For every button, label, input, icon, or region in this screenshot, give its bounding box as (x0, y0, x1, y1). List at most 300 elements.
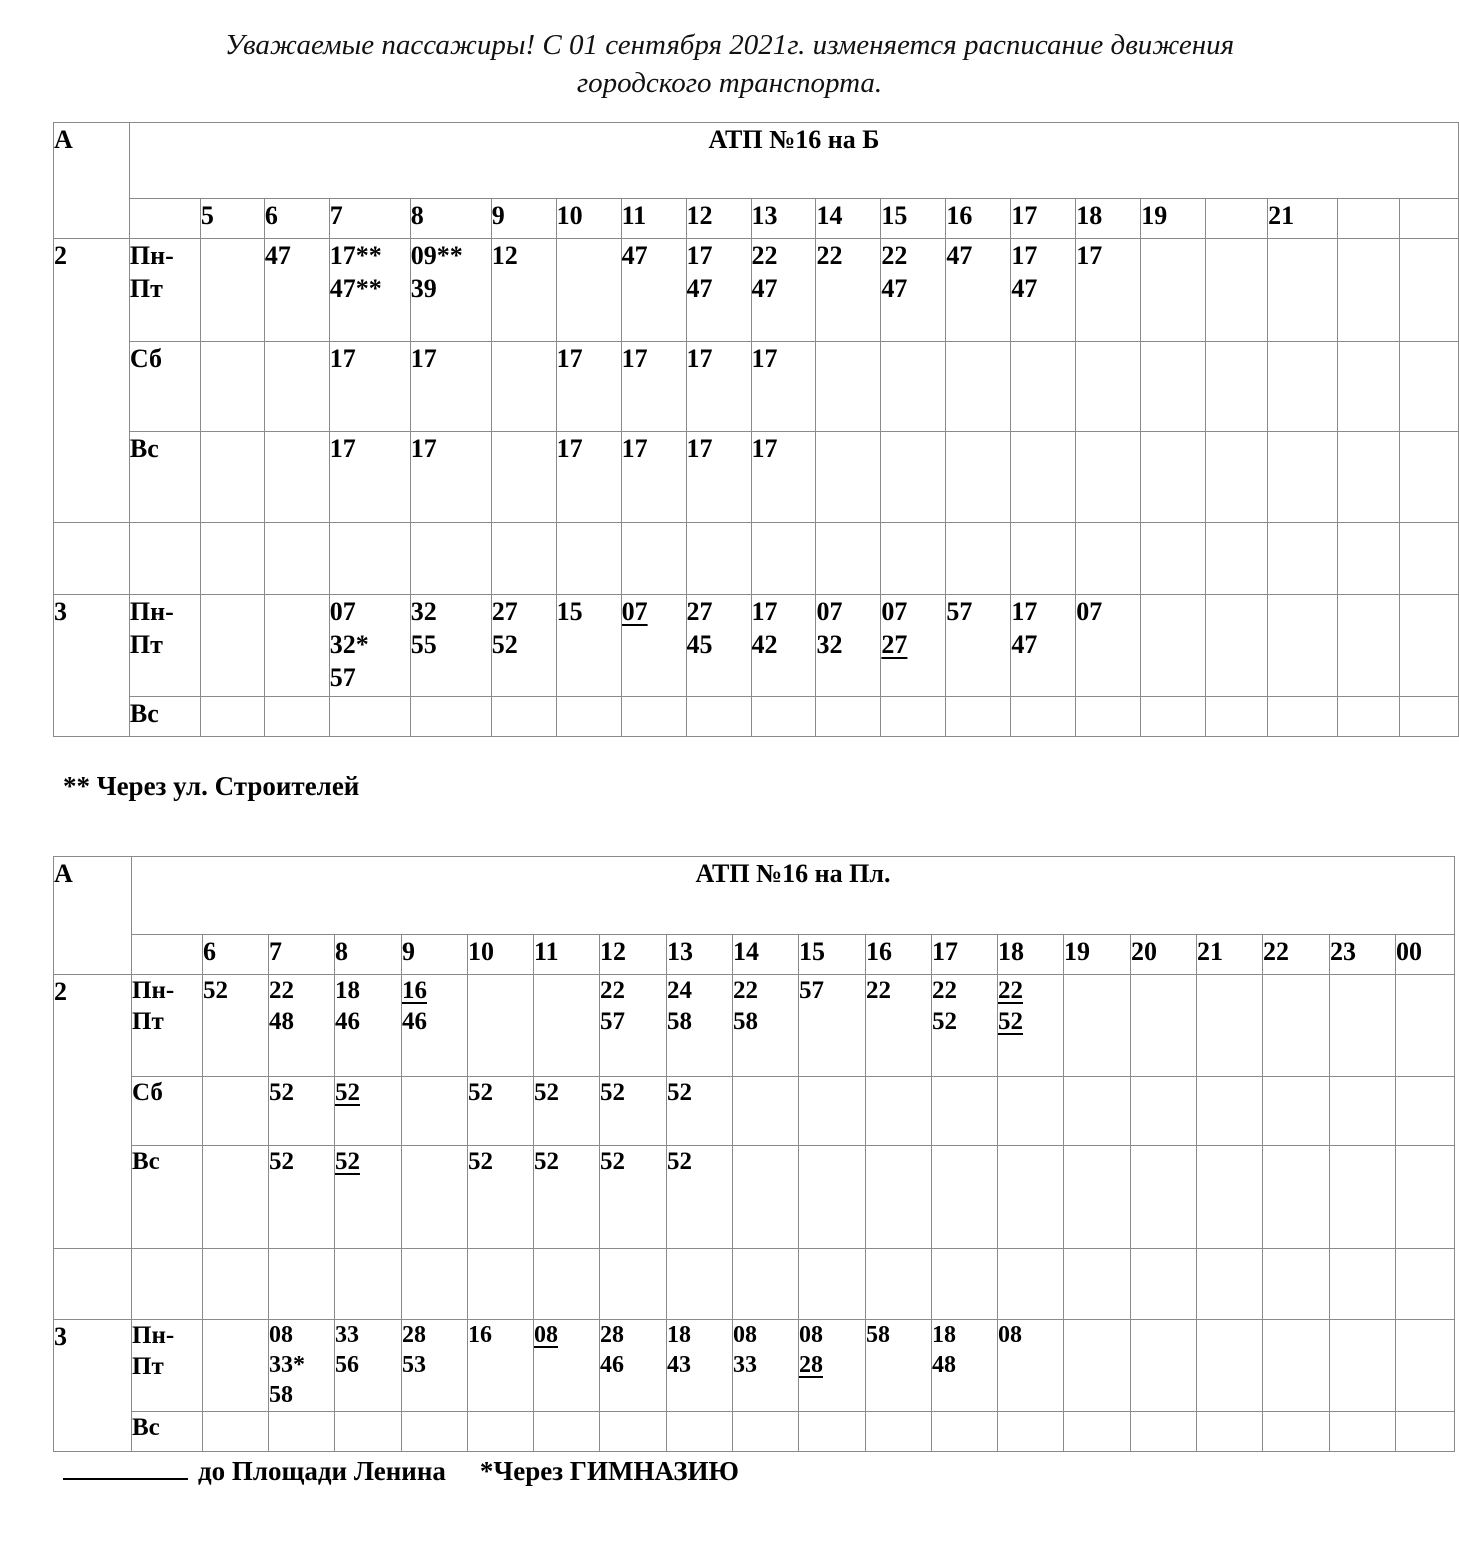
separator-cell (556, 523, 621, 595)
departure-minute: 17 (556, 344, 583, 373)
notice-heading (0, 26, 1459, 102)
time-cell (1131, 1146, 1197, 1249)
time-cell (269, 1077, 335, 1146)
hour-header-cell: 13 (667, 935, 733, 975)
day-label-line: Пн- (132, 1322, 175, 1349)
departure-minute: 47** (329, 274, 382, 303)
route-number-3: 3 (54, 1320, 132, 1452)
hour-header-cell: 21 (1268, 199, 1338, 239)
time-cell (269, 1412, 335, 1452)
time-cell (335, 1412, 402, 1452)
time-cell (799, 1320, 866, 1412)
time-cell (329, 239, 410, 342)
departure-minute: 22 (269, 977, 294, 1004)
hour-header-cell: 14 (733, 935, 799, 975)
time-cell (667, 975, 733, 1077)
departure-minute: 58 (667, 1008, 692, 1035)
time-cell (866, 1146, 932, 1249)
time-cell (329, 595, 410, 697)
time-cell (534, 1077, 600, 1146)
time-cell (1206, 432, 1268, 523)
departure-minute: 47 (881, 274, 908, 303)
departure-minute: 48 (269, 1008, 294, 1035)
departure-minute: 17 (686, 434, 713, 463)
time-cell (1206, 342, 1268, 432)
time-cell (1206, 239, 1268, 342)
separator-cell (621, 523, 686, 595)
departure-minute: 47 (946, 241, 973, 270)
time-cell (600, 1146, 667, 1249)
day-type-label (132, 1412, 203, 1452)
departure-minute: 52 (269, 1148, 294, 1175)
time-cell (1399, 432, 1458, 523)
time-cell (1141, 432, 1206, 523)
departure-minute: 07 (329, 597, 356, 626)
day-label-line: Вс (129, 434, 159, 463)
time-cell (881, 239, 946, 342)
time-cell (1076, 697, 1141, 737)
departure-minute: 22 (751, 241, 778, 270)
hour-header-cell: 18 (1076, 199, 1141, 239)
separator-cell (866, 1249, 932, 1320)
time-cell (799, 1077, 866, 1146)
time-cell (556, 342, 621, 432)
time-cell (1268, 697, 1338, 737)
time-cell (264, 342, 329, 432)
time-cell (881, 432, 946, 523)
departure-minute: 52 (468, 1079, 493, 1106)
day-type-label (132, 1077, 203, 1146)
departure-minute: 17 (1011, 597, 1038, 626)
departure-minute: 18 (335, 977, 360, 1004)
time-cell (998, 1077, 1064, 1146)
separator-cell (932, 1249, 998, 1320)
time-cell (468, 1320, 534, 1412)
time-cell (491, 595, 556, 697)
separator-cell (269, 1249, 335, 1320)
table-letter: А (54, 123, 130, 239)
time-cell (264, 595, 329, 697)
day-type-label (129, 239, 200, 342)
departure-minute: 47 (686, 274, 713, 303)
time-cell (410, 432, 491, 523)
departure-minute: 07 (816, 597, 843, 626)
departure-minute: 28 (600, 1322, 624, 1348)
time-cell (881, 342, 946, 432)
departure-minute: 52 (667, 1079, 692, 1106)
time-cell (534, 1320, 600, 1412)
departure-minute: 39 (410, 274, 437, 303)
hour-header-cell: 17 (932, 935, 998, 975)
departure-minute-to-lenin-square: 27 (881, 630, 908, 659)
time-cell (468, 1077, 534, 1146)
departure-minute: 32* (329, 630, 369, 659)
separator-day-cell (132, 1249, 203, 1320)
underline-legend-mark (63, 1452, 188, 1480)
separator-cell (751, 523, 816, 595)
time-cell (1076, 342, 1141, 432)
departure-minute: 52 (534, 1148, 559, 1175)
time-cell (1399, 595, 1458, 697)
time-cell (816, 432, 881, 523)
time-cell (998, 975, 1064, 1077)
time-cell (998, 1320, 1064, 1412)
notice-line-2: городского транспорта. (576, 67, 883, 99)
time-cell (600, 1320, 667, 1412)
time-cell (799, 1412, 866, 1452)
time-cell (1338, 595, 1400, 697)
departure-minute: 17 (329, 434, 356, 463)
departure-minute: 32 (410, 597, 437, 626)
time-cell (600, 975, 667, 1077)
time-cell (881, 697, 946, 737)
separator-cell (1141, 523, 1206, 595)
time-cell (1076, 239, 1141, 342)
separator-cell (534, 1249, 600, 1320)
route-number-3: 3 (54, 595, 130, 737)
time-cell (1011, 432, 1076, 523)
departure-minute: 15 (556, 597, 583, 626)
time-cell (799, 1146, 866, 1249)
time-cell (1268, 595, 1338, 697)
departure-minute: 17 (1076, 241, 1103, 270)
time-cell (600, 1077, 667, 1146)
day-label-line: Пт (129, 630, 163, 659)
separator-cell (410, 523, 491, 595)
separator-cell (491, 523, 556, 595)
time-cell (329, 432, 410, 523)
hour-header-cell: 18 (998, 935, 1064, 975)
table-letter: А (54, 857, 132, 975)
time-cell (335, 975, 402, 1077)
departure-minute: 46 (600, 1352, 624, 1378)
departure-minute: 33 (733, 1352, 757, 1378)
hour-header-cell: 17 (1011, 199, 1076, 239)
time-cell (733, 1320, 799, 1412)
day-type-label (132, 975, 203, 1077)
time-cell (1396, 1412, 1455, 1452)
time-cell (491, 697, 556, 737)
time-cell (556, 595, 621, 697)
time-cell (1330, 1320, 1396, 1412)
time-cell (1399, 239, 1458, 342)
departure-minute: 47 (621, 241, 648, 270)
time-cell (686, 697, 751, 737)
departure-minute: 08 (733, 1322, 757, 1348)
departure-minute: 22 (932, 977, 957, 1004)
time-cell (410, 595, 491, 697)
time-cell (1064, 1320, 1131, 1412)
time-cell (1268, 432, 1338, 523)
notice-line-1: Уважаемые пассажиры! С 01 сентября 2021г. изменяется расписание движения (224, 29, 1235, 61)
time-cell (1396, 975, 1455, 1077)
time-cell (866, 1077, 932, 1146)
route-number-2: 2 (54, 975, 132, 1249)
time-cell (751, 432, 816, 523)
departure-minute: 58 (866, 1322, 890, 1348)
departure-minute: 52 (269, 1079, 294, 1106)
time-cell (269, 1146, 335, 1249)
separator-cell (881, 523, 946, 595)
time-cell (932, 1412, 998, 1452)
separator-cell (667, 1249, 733, 1320)
time-cell (1396, 1146, 1455, 1249)
departure-minute: 46 (335, 1008, 360, 1035)
time-cell (1330, 1077, 1396, 1146)
time-cell (329, 697, 410, 737)
separator-cell (1197, 1249, 1263, 1320)
time-cell (410, 697, 491, 737)
departure-minute-to-lenin-square: 52 (335, 1148, 360, 1175)
time-cell (686, 595, 751, 697)
time-cell (866, 1412, 932, 1452)
hour-header-cell: 19 (1141, 199, 1206, 239)
time-cell (751, 697, 816, 737)
time-cell (1330, 1412, 1396, 1452)
hour-header-cell: 00 (1396, 935, 1455, 975)
departure-minute: 22 (600, 977, 625, 1004)
separator-cell (402, 1249, 468, 1320)
departure-minute: 47 (264, 241, 291, 270)
hour-header-cell: 19 (1064, 935, 1131, 975)
time-cell (200, 697, 264, 737)
day-type-label (132, 1146, 203, 1249)
time-cell (1064, 975, 1131, 1077)
time-cell (1131, 975, 1197, 1077)
time-cell (1206, 697, 1268, 737)
time-cell (1268, 239, 1338, 342)
time-cell (751, 595, 816, 697)
separator-day-cell (129, 523, 200, 595)
hour-header-cell: 6 (264, 199, 329, 239)
time-cell (1197, 1412, 1263, 1452)
time-cell (1011, 595, 1076, 697)
time-cell (264, 432, 329, 523)
time-cell (556, 432, 621, 523)
departure-minute: 58 (269, 1382, 293, 1408)
time-cell (667, 1320, 733, 1412)
departure-minute: 47 (751, 274, 778, 303)
hour-header-cell: 11 (534, 935, 600, 975)
departure-minute: 18 (667, 1322, 691, 1348)
departure-minute: 22 (866, 977, 891, 1004)
departure-minute: 17 (751, 434, 778, 463)
hour-header-cell: 16 (866, 935, 932, 975)
time-cell (491, 239, 556, 342)
hour-header-cell: 5 (200, 199, 264, 239)
departure-minute: 52 (534, 1079, 559, 1106)
time-cell (264, 697, 329, 737)
hour-header-cell: 11 (621, 199, 686, 239)
time-cell (751, 239, 816, 342)
hour-header-cell: 13 (751, 199, 816, 239)
departure-minute: 47 (1011, 630, 1038, 659)
hour-header-cell: 12 (600, 935, 667, 975)
departure-minute: 56 (335, 1352, 359, 1378)
separator-cell (1338, 523, 1400, 595)
hour-header-blank (132, 935, 203, 975)
time-cell (1396, 1077, 1455, 1146)
day-label-line: Сб (129, 344, 163, 373)
time-cell (264, 239, 329, 342)
departure-minute: 42 (751, 630, 778, 659)
hour-header-cell: 10 (468, 935, 534, 975)
day-label-line: Вс (129, 699, 159, 728)
time-cell (1263, 1320, 1330, 1412)
time-cell (200, 595, 264, 697)
departure-minute: 52 (203, 977, 228, 1004)
time-cell (946, 342, 1011, 432)
time-cell (329, 342, 410, 432)
departure-minute-to-lenin-square: 28 (799, 1352, 823, 1378)
day-label-line: Вс (132, 1414, 160, 1441)
departure-minute-to-lenin-square: 16 (402, 977, 427, 1004)
time-cell (1330, 1146, 1396, 1249)
separator-cell (1399, 523, 1458, 595)
time-cell (816, 595, 881, 697)
time-cell (998, 1146, 1064, 1249)
day-label-line: Пт (129, 274, 163, 303)
departure-minute: 09** (410, 241, 463, 270)
time-cell (1076, 595, 1141, 697)
time-cell (1338, 239, 1400, 342)
separator-cell (816, 523, 881, 595)
time-cell (269, 975, 335, 1077)
time-cell (946, 595, 1011, 697)
departure-minute-to-lenin-square: 08 (534, 1322, 558, 1348)
time-cell (1011, 342, 1076, 432)
time-cell (203, 975, 269, 1077)
departure-minute: 17 (556, 434, 583, 463)
departure-minute: 53 (402, 1352, 426, 1378)
time-cell (621, 595, 686, 697)
time-cell (733, 1077, 799, 1146)
separator-route-cell (54, 1249, 132, 1320)
departure-minute: 52 (491, 630, 518, 659)
hour-header-cell (1399, 199, 1458, 239)
time-cell (816, 342, 881, 432)
day-type-label (132, 1320, 203, 1412)
time-cell (946, 697, 1011, 737)
departure-minute: 57 (799, 977, 824, 1004)
time-cell (932, 1320, 998, 1412)
departure-minute-to-lenin-square: 22 (998, 977, 1023, 1004)
footer-legend-text: до Площади Ленина (198, 1456, 446, 1486)
departure-minute: 52 (600, 1079, 625, 1106)
departure-minute: 52 (932, 1008, 957, 1035)
separator-cell (1263, 1249, 1330, 1320)
time-cell (733, 1146, 799, 1249)
departure-minute: 17 (621, 434, 648, 463)
time-cell (1141, 342, 1206, 432)
departure-minute: 17 (621, 344, 648, 373)
time-cell (1268, 342, 1338, 432)
time-cell (1263, 1412, 1330, 1452)
time-cell (1011, 697, 1076, 737)
hour-header-cell (1338, 199, 1400, 239)
hour-header-cell: 8 (335, 935, 402, 975)
time-cell (1064, 1146, 1131, 1249)
departure-minute: 52 (600, 1148, 625, 1175)
departure-minute: 57 (946, 597, 973, 626)
time-cell (1206, 595, 1268, 697)
time-cell (556, 239, 621, 342)
time-cell (1064, 1077, 1131, 1146)
time-cell (402, 1412, 468, 1452)
time-cell (932, 1146, 998, 1249)
time-cell (1141, 239, 1206, 342)
hour-header-cell: 9 (402, 935, 468, 975)
time-cell (621, 432, 686, 523)
departure-minute: 52 (468, 1148, 493, 1175)
time-cell (335, 1320, 402, 1412)
separator-route-cell (54, 523, 130, 595)
hour-header-blank (129, 199, 200, 239)
departure-minute: 17 (686, 241, 713, 270)
departure-minute-to-lenin-square: 07 (621, 597, 648, 626)
time-cell (534, 975, 600, 1077)
time-cell (1338, 342, 1400, 432)
departure-minute: 46 (402, 1008, 427, 1035)
departure-minute: 55 (410, 630, 437, 659)
time-cell (1263, 1146, 1330, 1249)
day-type-label (129, 432, 200, 523)
departure-minute: 22 (881, 241, 908, 270)
time-cell (468, 1146, 534, 1249)
departure-minute: 33 (335, 1322, 359, 1348)
departure-minute: 47 (1011, 274, 1038, 303)
departure-minute: 33* (269, 1352, 305, 1378)
separator-cell (1064, 1249, 1131, 1320)
day-label-line: Пт (132, 1353, 164, 1380)
time-cell (200, 432, 264, 523)
time-cell (1399, 697, 1458, 737)
separator-cell (1330, 1249, 1396, 1320)
separator-cell (264, 523, 329, 595)
schedule-table-to-pl (53, 856, 1455, 1452)
time-cell (269, 1320, 335, 1412)
time-cell (556, 697, 621, 737)
hour-header-cell: 7 (269, 935, 335, 975)
table-title: АТП №16 на Б (129, 123, 1458, 199)
separator-cell (200, 523, 264, 595)
time-cell (866, 1320, 932, 1412)
time-cell (1197, 1320, 1263, 1412)
time-cell (410, 239, 491, 342)
time-cell (200, 239, 264, 342)
departure-minute: 58 (733, 1008, 758, 1035)
departure-minute: 17 (751, 597, 778, 626)
time-cell (733, 975, 799, 1077)
separator-cell (998, 1249, 1064, 1320)
time-cell (335, 1146, 402, 1249)
separator-cell (1268, 523, 1338, 595)
time-cell (1263, 975, 1330, 1077)
day-label-line: Вс (132, 1148, 160, 1175)
time-cell (1011, 239, 1076, 342)
hour-header-cell: 10 (556, 199, 621, 239)
separator-cell (1396, 1249, 1455, 1320)
time-cell (621, 697, 686, 737)
time-cell (491, 432, 556, 523)
time-cell (402, 1077, 468, 1146)
time-cell (946, 432, 1011, 523)
day-type-label (129, 342, 200, 432)
departure-minute: 48 (932, 1352, 956, 1378)
time-cell (1338, 432, 1400, 523)
departure-minute: 45 (686, 630, 713, 659)
time-cell (1197, 1146, 1263, 1249)
